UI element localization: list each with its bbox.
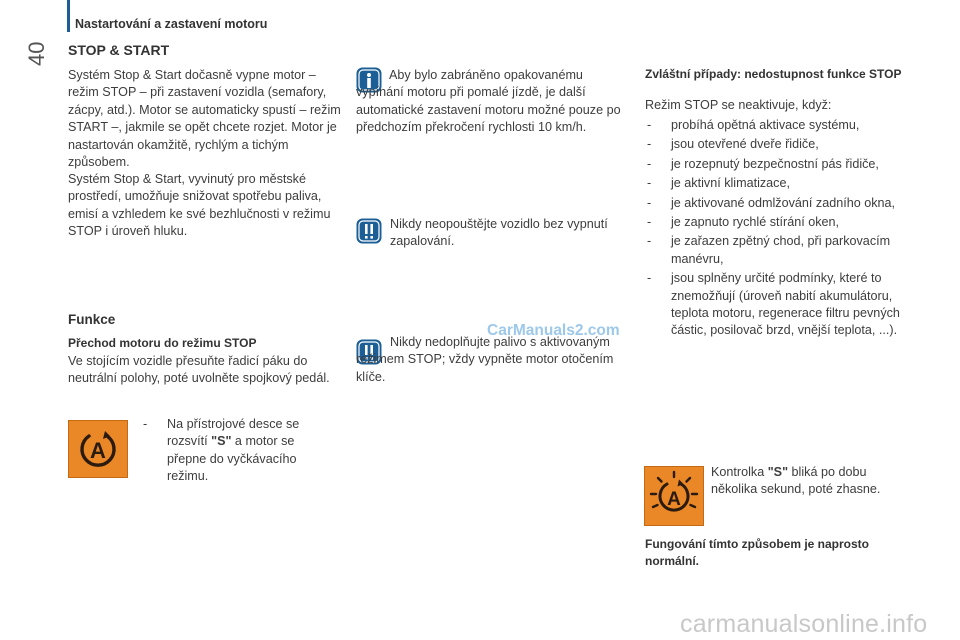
blink-text-pre: Kontrolka xyxy=(711,465,768,479)
section-title: Nastartování a zastavení motoru xyxy=(75,17,268,31)
stop-mode-paragraph: Ve stojícím vozidle přesuňte řadicí páku do neutrální polohy, poté uvolněte spojkový pedál. xyxy=(68,354,330,386)
warning-paragraph-2: Nikdy nedoplňujte palivo s aktivovaným režimem STOP; vždy vypněte motor otočením klíče. xyxy=(356,335,614,384)
list-item: - je aktivní klimatizace, xyxy=(645,175,913,192)
special-cases-heading: Zvláštní případy: nedostupnost funkce STOP xyxy=(645,67,902,81)
indicator-box xyxy=(68,420,128,478)
blink-text-post: bliká po dobu několika sekund, poté zhasne. xyxy=(711,465,881,497)
indicator-bullet xyxy=(141,416,326,488)
intro-paragraph-2: Systém Stop & Start, vyvinutý pro městské prostředí, umožňuje snižovat spotřebu paliva, emisí a vzhledem ke své bezhlučnosti v režimu STOP i úroveň hluku. xyxy=(68,172,331,239)
list-item: - probíhá opětná aktivace systému, xyxy=(645,117,913,134)
blink-text-bold: "S" xyxy=(767,465,789,479)
page-title: STOP & START xyxy=(68,42,170,58)
bullet-text-bold: "S" xyxy=(211,434,232,449)
normal-operation-note: Fungování tímto způsobem je naprosto normální. xyxy=(645,537,870,568)
page-number xyxy=(24,42,50,66)
indicator-letter: A xyxy=(90,438,106,463)
list-item xyxy=(141,416,326,486)
warning-paragraph-1: Nikdy neopouštějte vozidlo bez vypnutí zapalování. xyxy=(390,217,608,249)
list-item: - je zařazen zpětný chod, při parkovacím manévru, xyxy=(645,233,913,268)
conditions-list xyxy=(645,117,913,342)
list-item: - jsou otevřené dveře řidiče, xyxy=(645,136,913,153)
stop-start-blinking-icon xyxy=(647,469,701,523)
watermark-carmanuals: CarManuals2.com xyxy=(487,322,620,339)
list-item: - jsou splněny určité podmínky, které to znemožňují (úroveň nabití akumulátoru, teplota motoru, regenerace filtru pevných částic, posilovač brzd, vnější teplota, ...). xyxy=(645,270,913,340)
bullet-text-post: a motor se přepne do vyčkávacího režimu. xyxy=(167,434,297,484)
list-item: - je aktivované odmlžování zadního okna, xyxy=(645,195,913,212)
warning-icon-box-1 xyxy=(356,218,382,244)
list-item: - je rozepnutý bezpečnostní pás řidiče, xyxy=(645,156,913,173)
section-marker-bar xyxy=(67,0,70,32)
intro-paragraph-1: Systém Stop & Start dočasně vypne motor – režim STOP – při zastavení vozidla (semafory, zácpy, atd.). Motor se automaticky spustí – režim START –, jakmile se opět chcete rozjet. Motor je nastartován okamžitě, rychlým a tichým způsobem. xyxy=(68,68,341,170)
list-item: - je zapnuto rychlé stírání oken, xyxy=(645,214,913,231)
bullet-text-pre: Na přístrojové desce se rozsvítí xyxy=(167,417,300,449)
warning-icon xyxy=(356,218,382,244)
indicator-letter: A xyxy=(667,489,681,510)
blink-paragraph xyxy=(711,464,911,499)
info-paragraph: Aby bylo zabráněno opakovanému vypínání motoru při pomalé jízdě, je další automatické zastavení motoru možné pouze po předchozím překročení rychlosti 10 km/h. xyxy=(356,68,621,135)
blinking-indicator-box xyxy=(644,466,704,526)
page-number-text: 40 xyxy=(24,41,49,66)
special-cases-lead: Režim STOP se neaktivuje, když: xyxy=(645,98,832,112)
stop-mode-subheading: Přechod motoru do režimu STOP xyxy=(68,336,257,350)
watermark-carmanualsonline: carmanualsonline.info xyxy=(680,610,928,638)
stop-start-indicator-icon xyxy=(76,427,120,471)
funkce-heading: Funkce xyxy=(68,312,116,327)
